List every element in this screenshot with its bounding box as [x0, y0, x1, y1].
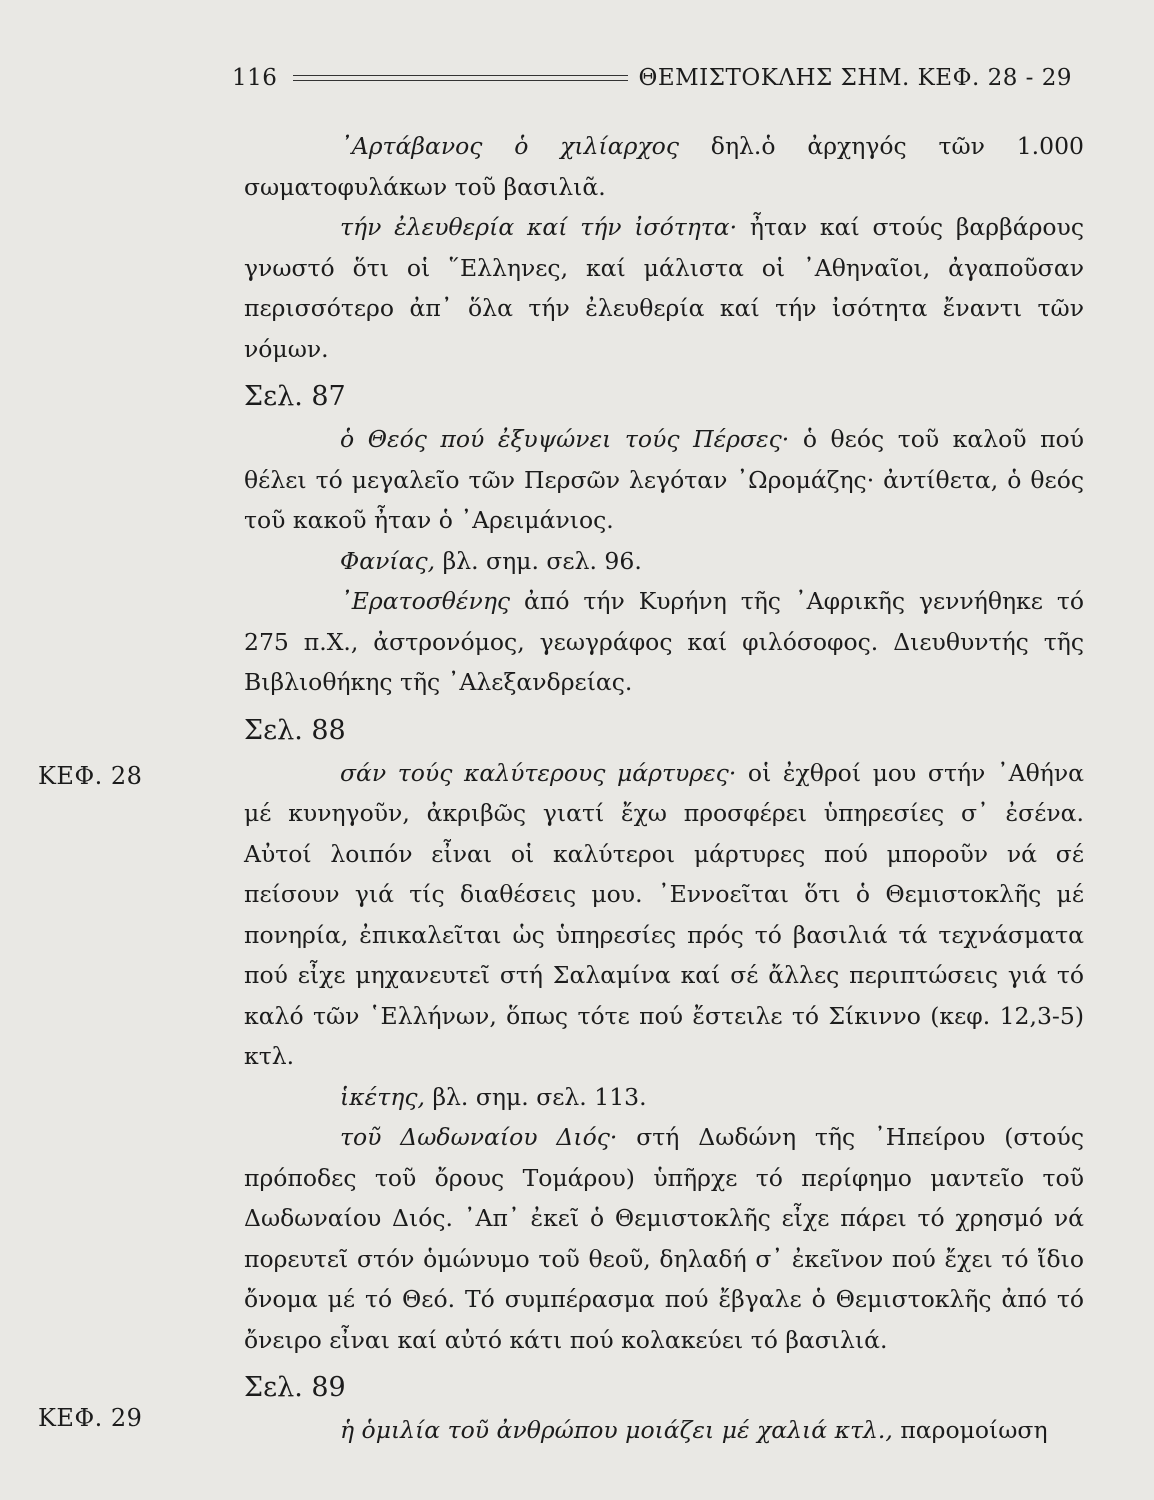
running-header	[232, 58, 1072, 98]
note-omilia	[244, 1410, 1084, 1451]
note-term: ὁ Θεός πού ἐξυψώνει τούς Πέρσες·	[340, 425, 790, 453]
note-term: ἡ ὁμιλία τοῦ ἀνθρώπου μοιάζει μέ χαλιά κτλ.,	[340, 1416, 893, 1444]
header-rule	[293, 75, 628, 81]
margin-note-kef-28: ΚΕΦ. 28	[38, 762, 143, 790]
note-iketis	[244, 1077, 1084, 1118]
note-text: παρομοίωση	[900, 1416, 1048, 1444]
note-text: δηλ.ὁ ἀρχηγός τῶν 1.000 σωματοφυλάκων τοῦ βασιλιᾶ.	[244, 132, 1084, 201]
note-term: τήν ἐλευθερία καί τήν ἰσότητα·	[340, 213, 738, 241]
note-term: ἱκέτης,	[340, 1082, 425, 1111]
body-text	[244, 126, 1084, 1451]
note-eleftheria	[244, 207, 1084, 369]
note-term: ᾿Αρτάβανος ὁ χιλίαρχος	[340, 132, 679, 160]
note-text: στή Δωδώνη τῆς ᾿Ηπείρου (στούς πρόποδες τοῦ ὄρους Τομάρου) ὑπῆρχε τό περίφημο μαντεῖο τοῦ Δωδωναίου Διός. ᾿Απ᾿ ἐκεῖ ὁ Θεμιστοκλῆς εἶχε πάρει τό χρησμό νά πορευτεῖ στόν ὁμώνυμο τοῦ θεοῦ, δηλαδή σ᾿ ἐκεῖνον πού ἔχει τό ἴδιο ὄνομα μέ τό Θεό. Τό συμπέρασμα πού ἔβγαλε ὁ Θεμιστοκλῆς ἀπό τό ὄνειρο εἶναι καί αὐτό κάτι πού κολακεύει τό βασιλιά.	[244, 1123, 1084, 1354]
note-dodonaiou	[244, 1117, 1084, 1360]
note-martyres	[244, 753, 1084, 1077]
note-text: ὁ θεός τοῦ καλοῦ πού θέλει τό μεγαλεῖο τῶν Περσῶν λεγόταν ᾿Ωρομάζης· ἀντίθετα, ὁ θεός τοῦ κακοῦ ἦταν ὁ ᾿Αρειμάνιος.	[244, 425, 1084, 534]
margin-note-kef-29: ΚΕΦ. 29	[38, 1404, 143, 1432]
note-text: οἱ ἐχθροί μου στήν ᾿Αθήνα μέ κυνηγοῦν, ἀκριβῶς γιατί ἔχω προσφέρει ὑπηρεσίες σ᾿ ἐσένα. Αὐτοί λοιπόν εἶναι οἱ καλύτεροι μάρτυρες πού μποροῦν νά σέ πείσουν γιά τίς διαθέσεις μου. ᾿Εννοεῖται ὅτι ὁ Θεμιστοκλῆς μέ πονηρία, ἐπικαλεῖται ὡς ὑπηρεσίες πρός τό βασιλιά τά τεχνάσματα πού εἶχε μηχανευτεῖ στή Σαλαμίνα καί σέ ἄλλες περιπτώσεις γιά τό καλό τῶν ῾Ελλήνων, ὅπως τότε πού ἔστειλε τό Σίκιννο (κεφ. 12,3-5) κτλ.	[244, 758, 1084, 1070]
section-heading-87: Σελ. 87	[244, 381, 346, 412]
note-text: ἦταν καί στούς βαρβάρους γνωστό ὅτι οἱ ῞Ελληνες, καί μάλιστα οἱ ᾿Αθηναῖοι, ἀγαποῦσαν περισσότερο ἀπ᾿ ὅλα τήν ἐλευθερία καί τήν ἰσότητα ἔναντι τῶν νόμων.	[244, 213, 1084, 363]
page-number: 116	[232, 65, 278, 91]
note-fanias	[244, 541, 1084, 582]
note-term: ᾿Ερατοσθένης	[340, 587, 511, 615]
note-term: τοῦ Δωδωναίου Διός·	[340, 1123, 618, 1151]
running-title: ΘΕΜΙΣΤΟΚΛΗΣ ΣΗΜ. ΚΕΦ. 28 - 29	[638, 65, 1072, 91]
note-artabanos	[244, 126, 1084, 207]
note-term: σάν τούς καλύτερους μάρτυρες·	[340, 758, 737, 787]
section-heading-88: Σελ. 88	[244, 714, 346, 746]
section-heading-89: Σελ. 89	[244, 1372, 346, 1403]
note-eratosthenis	[244, 581, 1084, 703]
note-text: βλ. σημ. σελ. 113.	[432, 1082, 647, 1111]
note-theos	[244, 419, 1084, 541]
note-text: βλ. σημ. σελ. 96.	[442, 546, 642, 575]
note-text: ἀπό τήν Κυρήνη τῆς ᾿Αφρικῆς γεννήθηκε τό 275 π.Χ., ἀστρονόμος, γεωγράφος καί φιλόσοφος. Διευθυντής τῆς Βιβλιοθήκης τῆς ᾿Αλεξανδρείας.	[244, 587, 1084, 696]
note-term: Φανίας,	[340, 546, 436, 575]
